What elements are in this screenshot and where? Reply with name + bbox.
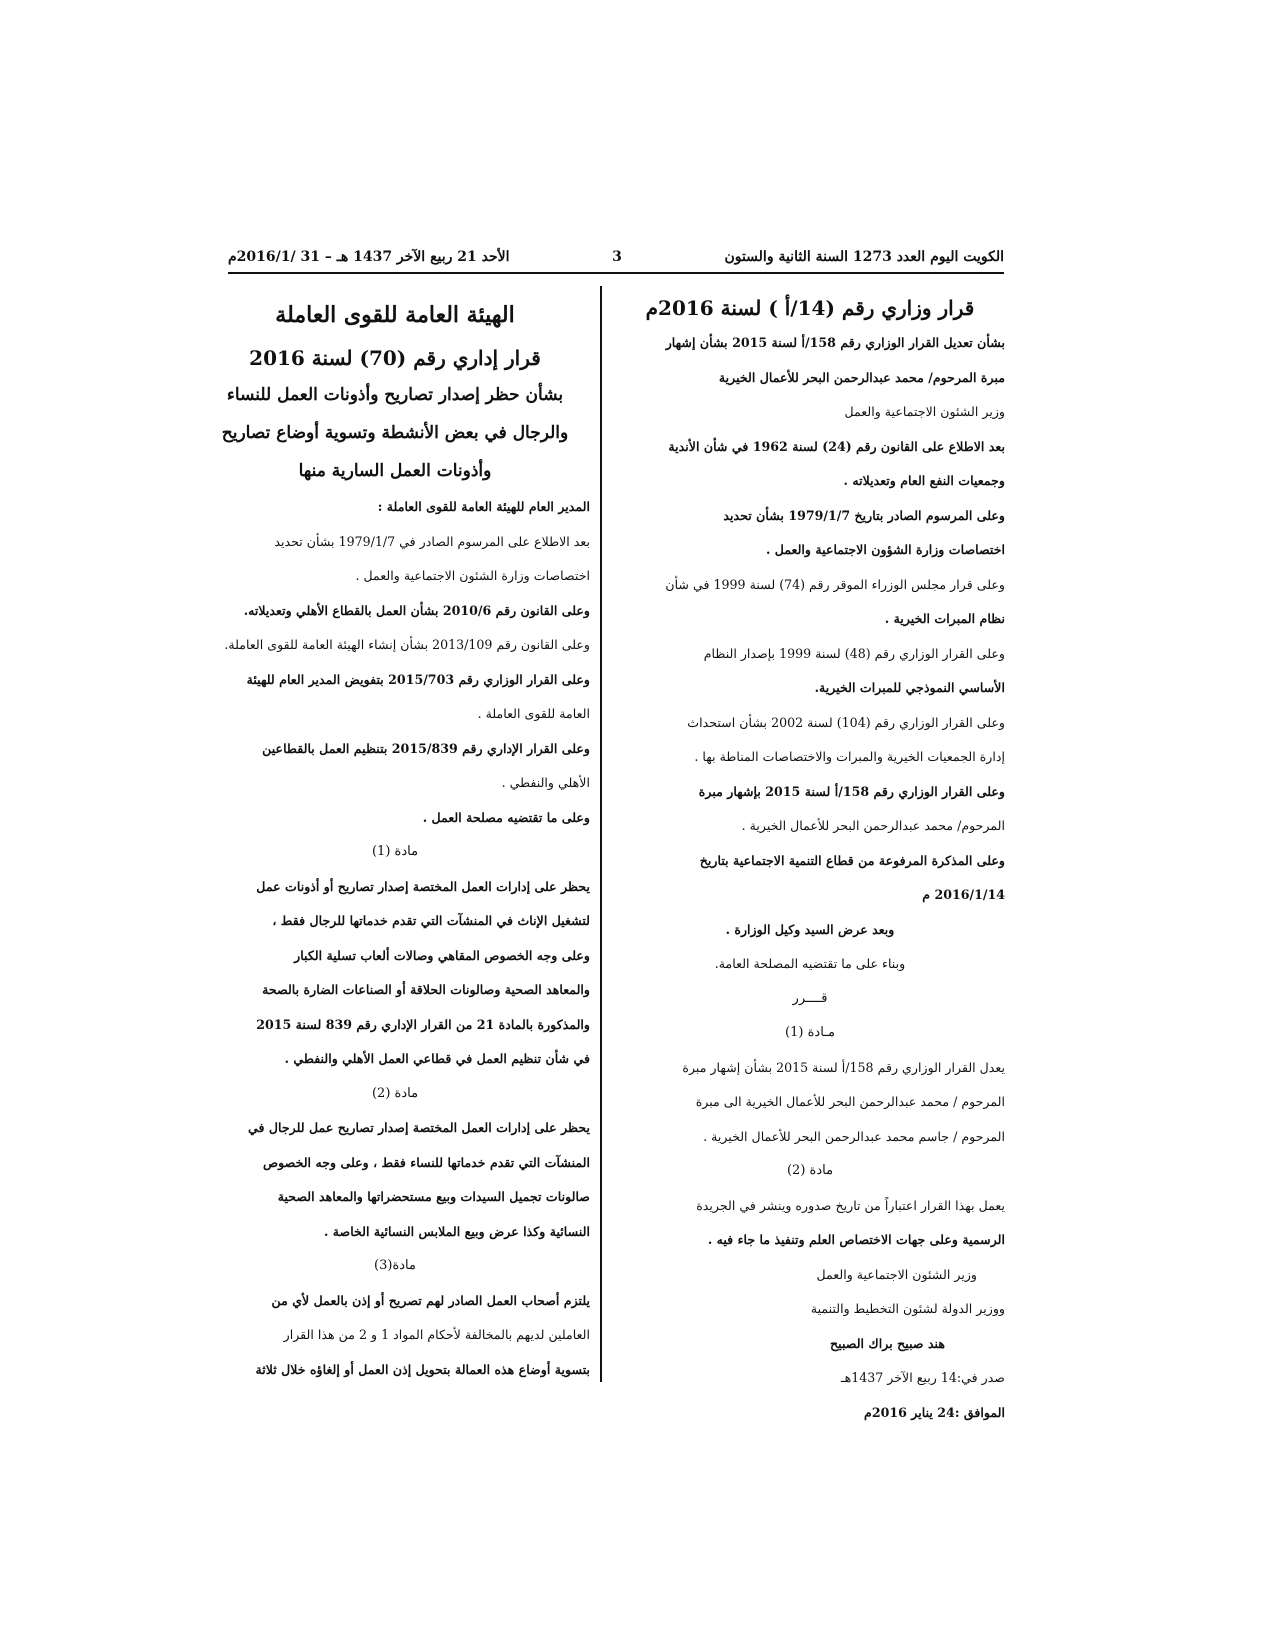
admin-decision-subject: والرجال في بعض الأنشطة وتسوية أوضاع تصاريح xyxy=(221,423,569,443)
admin-issuer: المدير العام للهيئة العامة للقوى العاملة : xyxy=(377,499,590,514)
decision-issuer: وزير الشئون الاجتماعية والعمل xyxy=(844,404,1005,419)
article-2-line: الرسمية وعلى جهات الاختصاص العلم وتنفيذ ما جاء فيه . xyxy=(707,1232,1005,1247)
decision-subject-line: مبرة المرحوم/ محمد عبدالرحمن البحر للأعمال الخيرية xyxy=(718,369,1005,385)
admin-preamble-line: اختصاصات وزارة الشئون الاجتماعية والعمل . xyxy=(355,568,590,583)
header-rule xyxy=(228,272,1004,274)
preamble-line: وعلى المرسوم الصادر بتاريخ 1979/1/7 بشأن تحديد xyxy=(723,507,1005,523)
admin-article-1-line: وعلى وجه الخصوص المقاهي وصالات ألعاب تسلية الكبار xyxy=(294,947,590,963)
column-divider xyxy=(600,286,602,1382)
preamble-line: اختصاصات وزارة الشؤون الاجتماعية والعمل . xyxy=(765,542,1005,557)
admin-preamble-line: وعلى القانون رقم 2010/6 بشأن العمل بالقطاع الأهلي وتعديلاته. xyxy=(243,602,590,618)
admin-article-3-line: يلتزم أصحاب العمل الصادر لهم تصريح أو إذن بالعمل لأي من xyxy=(271,1292,590,1308)
admin-article-1-title: مادة (1) xyxy=(371,844,419,859)
page-header xyxy=(228,246,1004,268)
preamble-line: الأساسي النموذجي للمبرات الخيرية. xyxy=(814,680,1005,695)
header-gazette-issue: الكويت اليوم العدد 1273 السنة الثانية والستون xyxy=(724,249,1004,265)
preamble-line: وجمعيات النفع العام وتعديلاته . xyxy=(843,473,1005,488)
preamble-line: وعلى القرار الوزاري رقم (104) لسنة 2002 بشأن استحداث xyxy=(687,714,1005,730)
decision-word: قــــرر xyxy=(792,990,828,1006)
admin-article-3-line: بتسوية أوضاع هذه العمالة بتحويل إذن العمل أو إلغاؤه خلال ثلاثة xyxy=(255,1361,590,1377)
admin-decision-title: قرار إداري رقم (70) لسنة 2016 xyxy=(249,346,541,370)
admin-preamble-line: وعلى القرار الإداري رقم 2015/839 بتنظيم العمل بالقطاعين xyxy=(262,740,590,756)
article-1-line: يعدل القرار الوزاري رقم 158/أ لسنة 2015 بشأن إشهار مبرة xyxy=(682,1059,1005,1075)
header-date: الأحد 21 ربيع الآخر 1437 هـ – 31 /2016/1م xyxy=(228,249,510,265)
preamble-line: بعد الاطلاع على القانون رقم (24) لسنة 1962 في شأن الأندية xyxy=(668,438,1005,454)
admin-preamble-line: بعد الاطلاع على المرسوم الصادر في 1979/1/7 بشأن تحديد xyxy=(274,533,590,549)
signatory-role: وزير الشئون الاجتماعية والعمل xyxy=(816,1266,977,1282)
gregorian-date: الموافق :24 يناير 2016م xyxy=(864,1404,1005,1420)
admin-preamble-line: وعلى القرار الوزاري رقم 2015/703 بتفويض المدير العام للهيئة xyxy=(246,671,590,687)
ministerial-decision-column xyxy=(615,290,1005,1430)
admin-article-1-line: والمعاهد الصحية وصالونات الحلاقة أو الصناعات الضارة بالصحة xyxy=(262,982,590,997)
admin-preamble-line: وعلى القانون رقم 2013/109 بشأن إنشاء الهيئة العامة للقوى العاملة. xyxy=(224,637,590,652)
article-2-title: مادة (2) xyxy=(786,1163,834,1178)
admin-decision-subject: وأذونات العمل السارية منها xyxy=(298,461,492,481)
article-2-line: يعمل بهذا القرار اعتباراً من تاريخ صدوره وينشر في الجريدة xyxy=(696,1197,1005,1213)
administrative-decision-column xyxy=(200,290,590,1387)
admin-article-1-line: في شأن تنظيم العمل في قطاعي العمل الأهلي والنفطي . xyxy=(284,1051,590,1066)
admin-article-2-line: المنشآت التي تقدم خدماتها للنساء فقط ، وعلى وجه الخصوص xyxy=(262,1154,590,1170)
article-1-line: المرحوم / جاسم محمد عبدالرحمن البحر للأعمال الخيرية . xyxy=(703,1128,1005,1144)
issue-date: صدر في:14 ربيع الآخر 1437هـ xyxy=(840,1370,1005,1385)
article-1-title: مـادة (1) xyxy=(785,1025,835,1040)
signatory-name: هند صبيح براك الصبيح xyxy=(830,1335,945,1351)
admin-article-2-line: النسائية وكذا عرض وبيع الملابس النسائية الخاصة . xyxy=(323,1223,590,1239)
admin-preamble-line: وعلى ما تقتضيه مصلحة العمل . xyxy=(422,809,590,825)
admin-article-2-title: مادة (2) xyxy=(371,1085,419,1101)
preamble-line: وبناء على ما تقتضيه المصلحة العامة. xyxy=(714,956,906,971)
preamble-line: وعلى قرار مجلس الوزراء الموقر رقم (74) لسنة 1999 في شأن xyxy=(665,576,1005,592)
preamble-line: وبعد عرض السيد وكيل الوزارة . xyxy=(725,921,895,937)
admin-article-3-title: مادة(3) xyxy=(374,1258,416,1273)
admin-article-1-line: يحظر على إدارات العمل المختصة إصدار تصاريح أو أذونات عمل xyxy=(256,878,590,894)
decision-subject-line: بشأن تعديل القرار الوزاري رقم 158/أ لسنة 2015 بشأن إشهار xyxy=(665,335,1005,350)
preamble-line: وعلى القرار الوزاري رقم 158/أ لسنة 2015 بإشهار مبرة xyxy=(698,783,1005,799)
admin-article-1-line: والمذكورة بالمادة 21 من القرار الإداري رقم 839 لسنة 2015 xyxy=(256,1016,590,1032)
page-number: 3 xyxy=(612,249,622,265)
preamble-line: إدارة الجمعيات الخيرية والمبرات والاختصاصات المناطة بها . xyxy=(694,749,1005,764)
preamble-line: وعلى المذكرة المرفوعة من قطاع التنمية الاجتماعية بتاريخ xyxy=(699,852,1005,868)
preamble-line: 2016/1/14 م xyxy=(922,887,1005,902)
signatory-role: ووزير الدولة لشئون التخطيط والتنمية xyxy=(810,1301,1005,1316)
article-1-line: المرحوم / محمد عبدالرحمن البحر للأعمال الخيرية الى مبرة xyxy=(695,1094,1005,1109)
preamble-line: وعلى القرار الوزاري رقم (48) لسنة 1999 بإصدار النظام xyxy=(703,645,1005,661)
admin-article-2-line: يحظر على إدارات العمل المختصة إصدار تصاريح عمل للرجال في xyxy=(248,1120,590,1135)
decision-title: قرار وزاري رقم (14/أ ) لسنة 2016م xyxy=(645,296,975,320)
admin-article-3-line: العاملين لديهم بالمخالفة لأحكام المواد 1 و 2 من هذا القرار xyxy=(283,1327,590,1342)
admin-preamble-line: الأهلي والنفطي . xyxy=(501,775,590,790)
authority-name: الهيئة العامة للقوى العاملة xyxy=(275,302,515,328)
admin-decision-subject: بشأن حظر إصدار تصاريح وأذونات العمل للنساء xyxy=(226,385,564,405)
admin-article-2-line: صالونات تجميل السيدات وبيع مستحضراتها والمعاهد الصحية xyxy=(277,1189,590,1204)
admin-preamble-line: العامة للقوى العاملة . xyxy=(477,706,590,721)
admin-article-1-line: لتشغيل الإناث في المنشآت التي تقدم خدماتها للرجال فقط ، xyxy=(272,913,590,928)
preamble-line: المرحوم/ محمد عبدالرحمن البحر للأعمال الخيرية . xyxy=(741,818,1005,833)
preamble-line: نظام المبرات الخيرية . xyxy=(884,611,1005,626)
